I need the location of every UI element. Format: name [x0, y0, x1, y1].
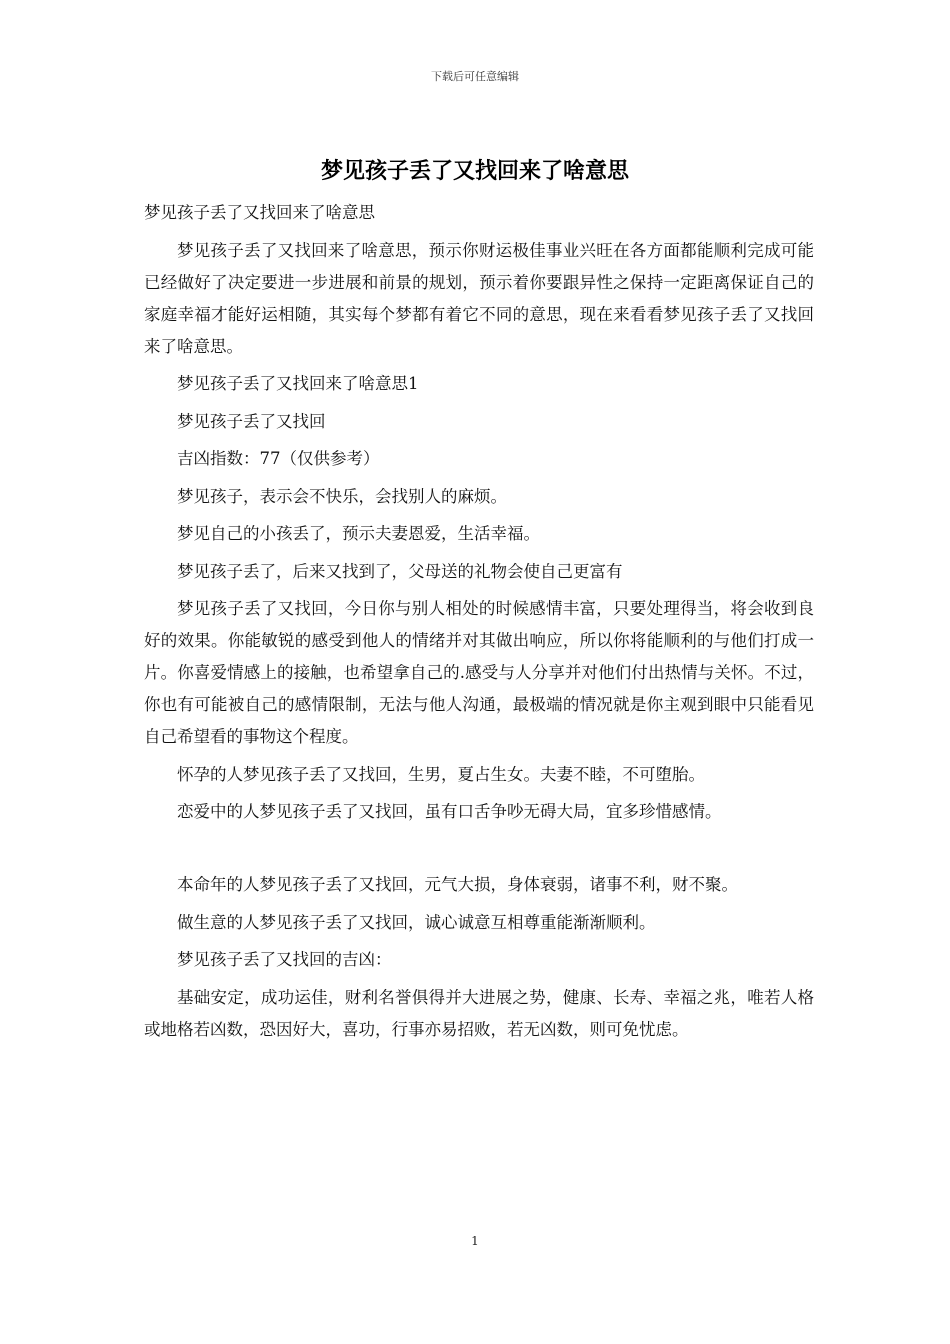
section-heading: 梦见孩子丢了又找回来了啥意思1: [177, 374, 419, 393]
intro-paragraph: 梦见孩子丢了又找回来了啥意思，预示你财运极佳事业兴旺在各方面都能顺利完成可能已经做好了决定要进一步进展和前景的规划，预示着你要跟异性之保持一定距离保证自己的家庭幸福才能好运相随，其实每个梦都有着它不同的意思，现在来看看梦见孩子丢了又找回来了啥意思。: [144, 240, 814, 356]
subsection-heading: 梦见孩子丢了又找回: [177, 411, 326, 431]
fortune-index: 吉凶指数：77（仅供参考）: [177, 449, 380, 468]
body-paragraph: 梦见孩子丢了又找回的吉凶：: [177, 950, 392, 969]
body-paragraph: 恋爱中的人梦见孩子丢了又找回，虽有口舌争吵无碍大局，宜多珍惜感情。: [177, 802, 722, 821]
document-body: [144, 197, 814, 1051]
document-title: 梦见孩子丢了又找回来了啥意思: [320, 158, 629, 184]
header-note: 下载后可任意编辑: [431, 70, 519, 83]
body-paragraph: 梦见自己的小孩丢了，预示夫妻恩爱，生活幸福。: [177, 524, 540, 543]
body-paragraph: 梦见孩子丢了，后来又找到了，父母送的礼物会使自己更富有: [177, 561, 623, 581]
page-number: 1: [471, 1234, 479, 1248]
body-paragraph: 基础安定，成功运佳，财利名誉俱得并大进展之势，健康、长寿、幸福之兆，唯若人格或地格若凶数，恐因好大，喜功，行事亦易招败，若无凶数，则可免忧虑。: [144, 987, 814, 1039]
body-paragraph: 怀孕的人梦见孩子丢了又找回，生男，夏占生女。夫妻不睦，不可堕胎。: [177, 764, 705, 784]
subtitle-paragraph: 梦见孩子丢了又找回来了啥意思: [144, 203, 375, 222]
body-paragraph: 做生意的人梦见孩子丢了又找回，诚心诚意互相尊重能渐渐顺利。: [177, 912, 656, 932]
body-paragraph: 梦见孩子丢了又找回，今日你与别人相处的时候感情丰富，只要处理得当，将会收到良好的效果。你能敏锐的感受到他人的情绪并对其做出响应，所以你将能顺利的与他们打成一片。你喜爱情感上的接触，也希望拿自己的.感受与人分享并对他们付出热情与关怀。不过，你也有可能被自己的感情限制，无法与他人沟通，最极端的情况就是你主观到眼中只能看见自己希望看的事物这个程度。: [144, 599, 814, 746]
body-paragraph: 梦见孩子，表示会不快乐，会找别人的麻烦。: [177, 486, 507, 506]
body-paragraph: 本命年的人梦见孩子丢了又找回，元气大损，身体衰弱，诸事不利，财不聚。: [177, 875, 738, 894]
